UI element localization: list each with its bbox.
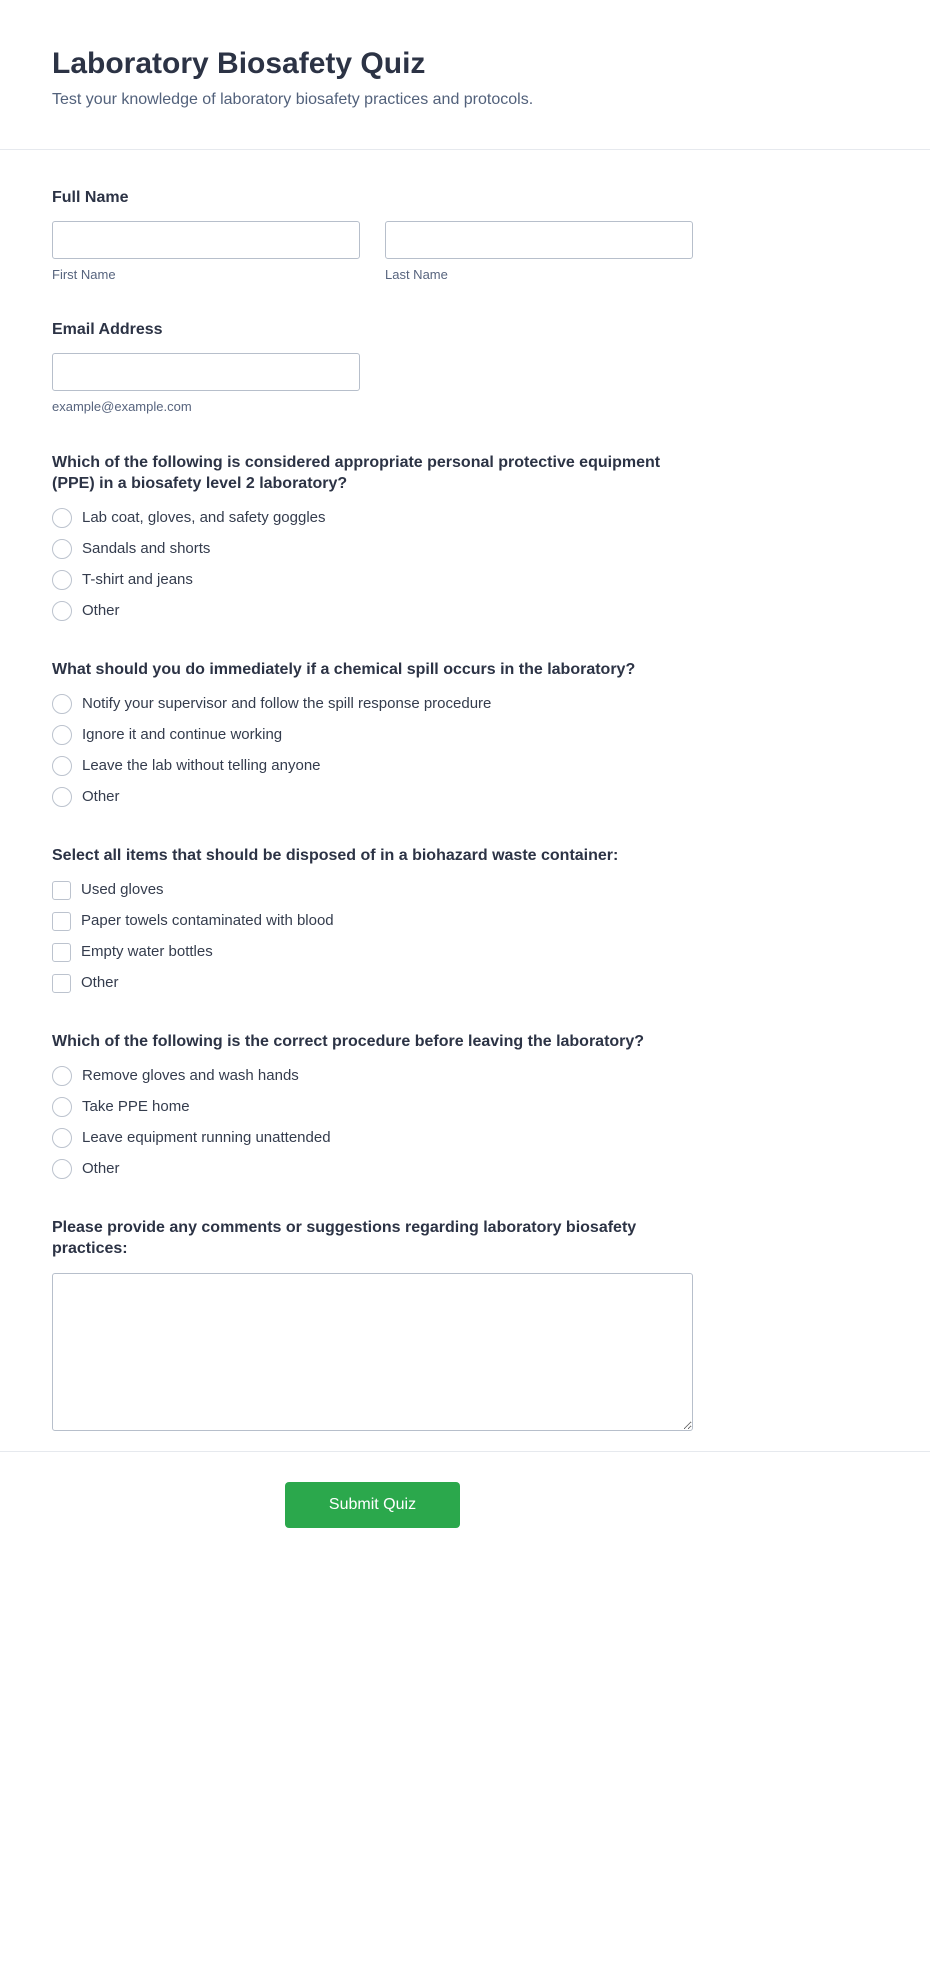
email-input[interactable] xyxy=(52,353,360,391)
radio-icon[interactable] xyxy=(52,756,72,776)
option-label: Sandals and shorts xyxy=(82,540,211,557)
question-1-option-3[interactable] xyxy=(52,570,193,590)
question-2-option-1[interactable] xyxy=(52,694,491,714)
comments-field xyxy=(52,1217,693,1431)
radio-icon[interactable] xyxy=(52,1066,72,1086)
form-subtitle: Test your knowledge of laboratory biosafety practices and protocols. xyxy=(52,91,534,108)
option-label: Leave equipment running unattended xyxy=(82,1129,331,1146)
question-1-option-1[interactable] xyxy=(52,508,326,528)
form-body xyxy=(0,188,930,1431)
radio-icon[interactable] xyxy=(52,539,72,559)
option-label: Paper towels contaminated with blood xyxy=(81,912,334,929)
question-2-option-3[interactable] xyxy=(52,756,321,776)
radio-icon[interactable] xyxy=(52,1159,72,1179)
question-1-option-2[interactable] xyxy=(52,539,210,559)
email-label: Email Address xyxy=(52,321,163,338)
option-label: Leave the lab without telling anyone xyxy=(82,757,321,774)
option-label: Empty water bottles xyxy=(81,943,213,960)
option-label: Notify your supervisor and follow the spill response procedure xyxy=(82,695,492,712)
last-name-sublabel: Last Name xyxy=(385,267,448,282)
checkbox-icon[interactable] xyxy=(52,974,71,993)
question-1-label: Which of the following is considered appropriate personal protective equipment (PPE) in a biosafety level 2 laboratory? xyxy=(52,454,661,492)
option-label: Ignore it and continue working xyxy=(82,726,283,743)
option-label: Take PPE home xyxy=(82,1098,190,1115)
question-4-option-other[interactable] xyxy=(52,1159,120,1179)
checkbox-icon[interactable] xyxy=(52,912,71,931)
question-2-option-other[interactable] xyxy=(52,787,120,807)
full-name-field xyxy=(52,188,693,282)
option-label: Other xyxy=(82,1160,120,1177)
footer-divider xyxy=(0,1451,930,1452)
option-label: Other xyxy=(82,602,120,619)
full-name-row xyxy=(52,221,693,282)
comments-label: Please provide any comments or suggestions regarding laboratory biosafety practices: xyxy=(52,1219,637,1257)
option-label: Lab coat, gloves, and safety goggles xyxy=(82,509,326,526)
email-field xyxy=(52,320,693,414)
question-1-option-other[interactable] xyxy=(52,601,120,621)
radio-icon[interactable] xyxy=(52,570,72,590)
question-4-option-1[interactable] xyxy=(52,1066,299,1086)
checkbox-icon[interactable] xyxy=(52,881,71,900)
question-4 xyxy=(52,1031,693,1179)
comments-textarea[interactable] xyxy=(52,1273,693,1431)
question-2-label: What should you do immediately if a chemical spill occurs in the laboratory? xyxy=(52,661,636,678)
option-label: Other xyxy=(82,788,120,805)
question-3-label: Select all items that should be disposed of in a biohazard waste container: xyxy=(52,847,619,864)
question-2-option-2[interactable] xyxy=(52,725,282,745)
page-title: Laboratory Biosafety Quiz xyxy=(52,47,426,80)
question-1 xyxy=(52,452,693,621)
question-4-option-2[interactable] xyxy=(52,1097,190,1117)
option-label: Remove gloves and wash hands xyxy=(82,1067,299,1084)
radio-icon[interactable] xyxy=(52,694,72,714)
radio-icon[interactable] xyxy=(52,725,72,745)
checkbox-icon[interactable] xyxy=(52,943,71,962)
question-4-option-3[interactable] xyxy=(52,1128,331,1148)
question-2 xyxy=(52,659,693,807)
option-label: Used gloves xyxy=(81,881,164,898)
first-name-sublabel: First Name xyxy=(52,267,116,282)
option-label: T-shirt and jeans xyxy=(82,571,193,588)
question-3-option-other[interactable] xyxy=(52,973,119,993)
radio-icon[interactable] xyxy=(52,601,72,621)
radio-icon[interactable] xyxy=(52,787,72,807)
question-4-label: Which of the following is the correct procedure before leaving the laboratory? xyxy=(52,1033,645,1050)
question-3-option-1[interactable] xyxy=(52,880,164,900)
question-3-option-2[interactable] xyxy=(52,911,334,931)
question-3-option-3[interactable] xyxy=(52,942,213,962)
first-name-input[interactable] xyxy=(52,221,360,259)
radio-icon[interactable] xyxy=(52,1128,72,1148)
email-input-wrap xyxy=(52,353,360,414)
last-name-input[interactable] xyxy=(385,221,693,259)
question-3 xyxy=(52,845,693,993)
option-label: Other xyxy=(81,974,119,991)
radio-icon[interactable] xyxy=(52,1097,72,1117)
radio-icon[interactable] xyxy=(52,508,72,528)
submit-button[interactable]: Submit Quiz xyxy=(285,1482,460,1528)
last-name-column xyxy=(385,221,693,282)
submit-row xyxy=(52,1482,693,1528)
first-name-column xyxy=(52,221,360,282)
form-header xyxy=(0,0,930,150)
full-name-label: Full Name xyxy=(52,189,129,206)
email-sublabel: example@example.com xyxy=(52,399,192,414)
